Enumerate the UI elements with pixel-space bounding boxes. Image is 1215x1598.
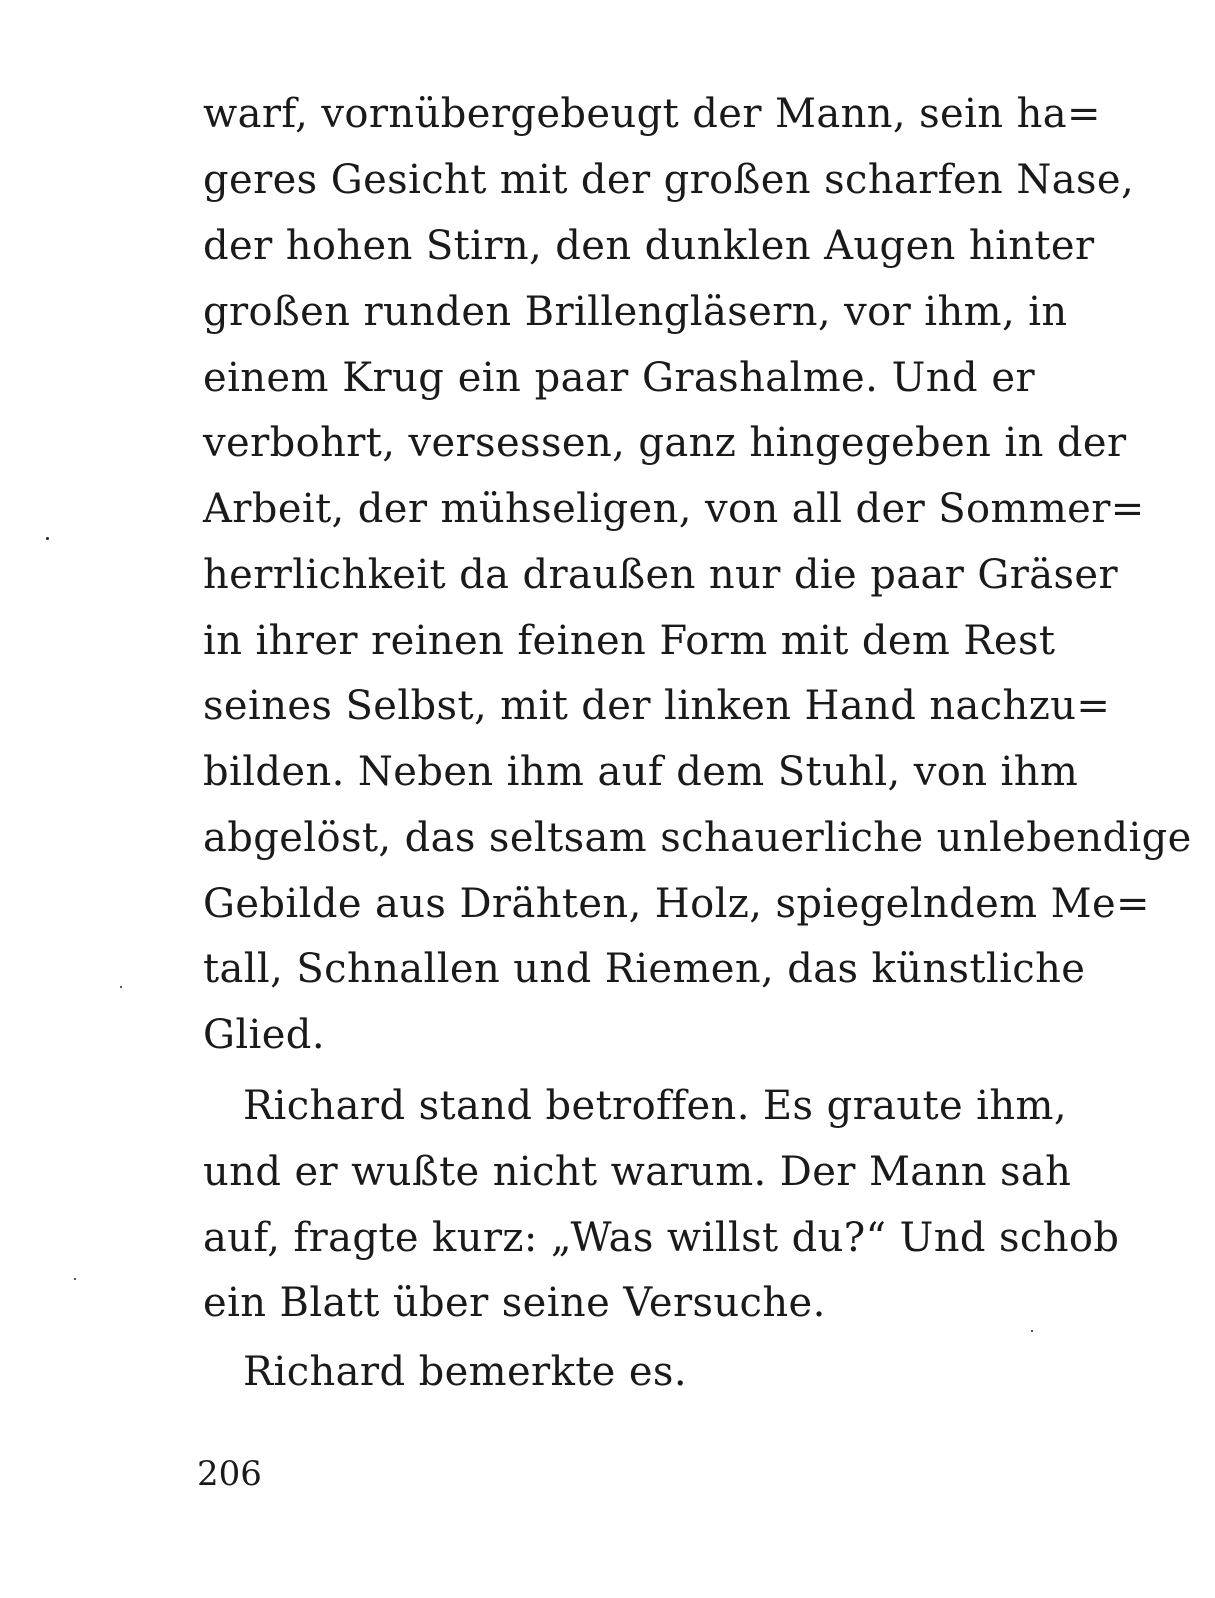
text-line: und er wußte nicht warum. Der Mann sah bbox=[203, 1149, 1072, 1195]
text-line: in ihrer reinen feinen Form mit dem Rest bbox=[203, 618, 1056, 664]
text-line: der hohen Stirn, den dunklen Augen hinter bbox=[203, 223, 1095, 269]
page-number: 206 bbox=[197, 1454, 262, 1494]
scan-speck bbox=[46, 537, 49, 540]
text-line: abgelöst, das seltsam schauerliche unlebendige bbox=[203, 815, 1192, 861]
text-line: bilden. Neben ihm auf dem Stuhl, von ihm bbox=[203, 749, 1079, 795]
paragraph-first-line: Richard stand betroffen. Es graute ihm, bbox=[243, 1083, 1067, 1129]
text-line: auf, fragte kurz: „Was willst du?“ Und schob bbox=[203, 1215, 1120, 1261]
paragraph-first-line: Richard bemerkte es. bbox=[243, 1349, 687, 1395]
text-line: ein Blatt über seine Versuche. bbox=[203, 1280, 826, 1326]
text-line: warf, vornübergebeugt der Mann, sein ha= bbox=[203, 91, 1101, 137]
text-line: verbohrt, versessen, ganz hingegeben in der bbox=[203, 420, 1127, 466]
scan-speck bbox=[120, 986, 122, 988]
scan-speck bbox=[1031, 1330, 1033, 1332]
text-line: großen runden Brillengläsern, vor ihm, in bbox=[203, 289, 1068, 335]
text-line: Gebilde aus Drähten, Holz, spiegelndem Me= bbox=[203, 881, 1150, 927]
text-line: tall, Schnallen und Riemen, das künstliche bbox=[203, 946, 1086, 992]
text-line: einem Krug ein paar Grashalme. Und er bbox=[203, 355, 1035, 401]
text-line: seines Selbst, mit der linken Hand nachzu= bbox=[203, 683, 1111, 729]
text-line: Glied. bbox=[203, 1012, 325, 1058]
scan-speck bbox=[74, 1278, 76, 1280]
text-line: herrlichkeit da draußen nur die paar Gräser bbox=[203, 552, 1119, 598]
text-line: geres Gesicht mit der großen scharfen Nase, bbox=[203, 157, 1135, 203]
text-line: Arbeit, der mühseligen, von all der Sommer= bbox=[203, 486, 1145, 532]
